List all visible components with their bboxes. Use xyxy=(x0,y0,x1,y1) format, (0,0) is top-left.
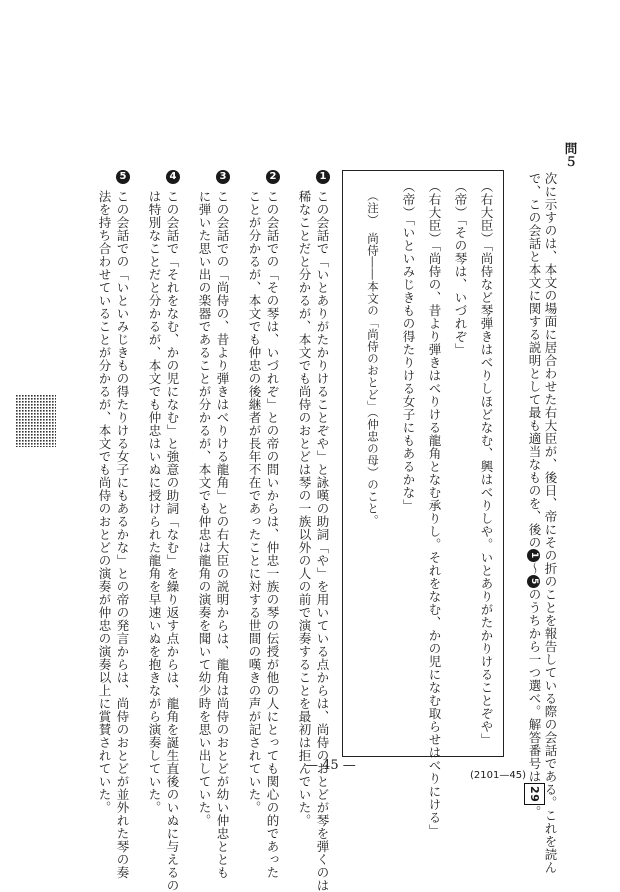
margin-dot-pattern xyxy=(16,395,56,447)
intro-end: 。 xyxy=(527,805,542,819)
choice-2-line-1: この会話での「その琴は、いづれぞ」との帝の問いからは、仲忠一族の琴の伝授が他の人にとっても関心の的であった xyxy=(265,190,280,879)
choice-4-marker: 4 xyxy=(166,170,180,184)
intro-text-a: で、この会話と本文に関する説明として最も適当なものを、後の xyxy=(527,172,542,549)
dialogue-line-2: （帝）「その琴は、いづれぞ」 xyxy=(453,180,468,356)
question-intro-line-2 xyxy=(524,172,545,818)
answer-number-box: 29 xyxy=(524,783,545,805)
choice-4-line-2: は特別なことだと分かるが、本文でも仲忠はいぬに授けられた龍角を早速いぬを抱きながら演奏していた。 xyxy=(147,190,162,814)
dialogue-line-1: （右大臣）「尚侍など琴弾きはべりしほどなむ、興はべりしや。いとありがたかりけることぞや」 xyxy=(479,180,494,746)
choice-1-marker: 1 xyxy=(316,170,330,184)
choice-5-line-1: この会話での「いといみじきもの得たりける女子にもあるかな」との帝の発言からは、尚侍のおとどが並外れた琴の奏 xyxy=(115,190,130,879)
page-number: — 45 — xyxy=(305,758,356,773)
question-number: 問５ xyxy=(563,142,578,168)
choice-4-line-1: この会話で「それをなむ、かの児になむ」と強意の助詞「なむ」を繰り返す点からは、龍角を誕生直後のいぬに与えるの xyxy=(165,190,180,892)
choice-ref-last: 5 xyxy=(527,575,540,588)
intro-text-c: のうちから一つ選べ。解答番号は xyxy=(527,588,542,783)
choice-5-marker: 5 xyxy=(116,170,130,184)
choice-5-line-2: 法を持ち合わせていることが分かるが、本文でも尚侍のおとどの演奏が仲忠の演奏以上に賞賛されていた。 xyxy=(97,190,112,814)
choice-3-line-2: に弾いた思い出の楽器であることが分かるが、本文でも仲忠は龍角の演奏を聞いて幼少時を思い出していた。 xyxy=(197,190,212,827)
dialogue-line-3: （右大臣）「尚侍の、昔より弾きはべりける龍角となむ承りし。それをなむ、かの児になむ取らせはべりにける」 xyxy=(427,180,442,837)
choice-ref-first: 1 xyxy=(527,549,540,562)
exam-code: (2101—45) xyxy=(470,770,526,781)
choice-1-line-2: 稀なことだと分かるが、本文でも尚侍のおとどは琴の一族以外の人の前で演奏することを最初は拒んでいた。 xyxy=(297,190,312,827)
dialogue-note: （注） 尚侍――本文の「尚侍のおとど」（仲忠の母）のこと。 xyxy=(366,190,380,527)
choice-2-marker: 2 xyxy=(266,170,280,184)
choice-2-line-2: ことが分かるが、本文でも仲忠の後継者が長年不在であったことに対する世間の嘆きの声が記されていた。 xyxy=(247,190,262,814)
choice-3-marker: 3 xyxy=(216,170,230,184)
choice-1-line-1: この会話で「いとありがたかりけることぞや」と詠嘆の助詞「や」を用いている点からは、尚侍のおとどが琴を弾くのは xyxy=(315,190,330,892)
choice-3-line-1: この会話での「尚侍の、昔より弾きはべりける龍角」との右大臣の説明からは、龍角は尚侍のおとどが幼い仲忠ととも xyxy=(215,190,230,879)
dialogue-line-4: （帝）「いといみじきもの得たりける女子にもあるかな」 xyxy=(401,180,416,512)
question-intro-line-1: 次に示すのは、本文の場面に居合わせた右大臣が、後日、帝にその折のことを報告している際の会話である。これを読ん xyxy=(543,172,558,874)
intro-text-b: 〜 xyxy=(527,562,542,575)
